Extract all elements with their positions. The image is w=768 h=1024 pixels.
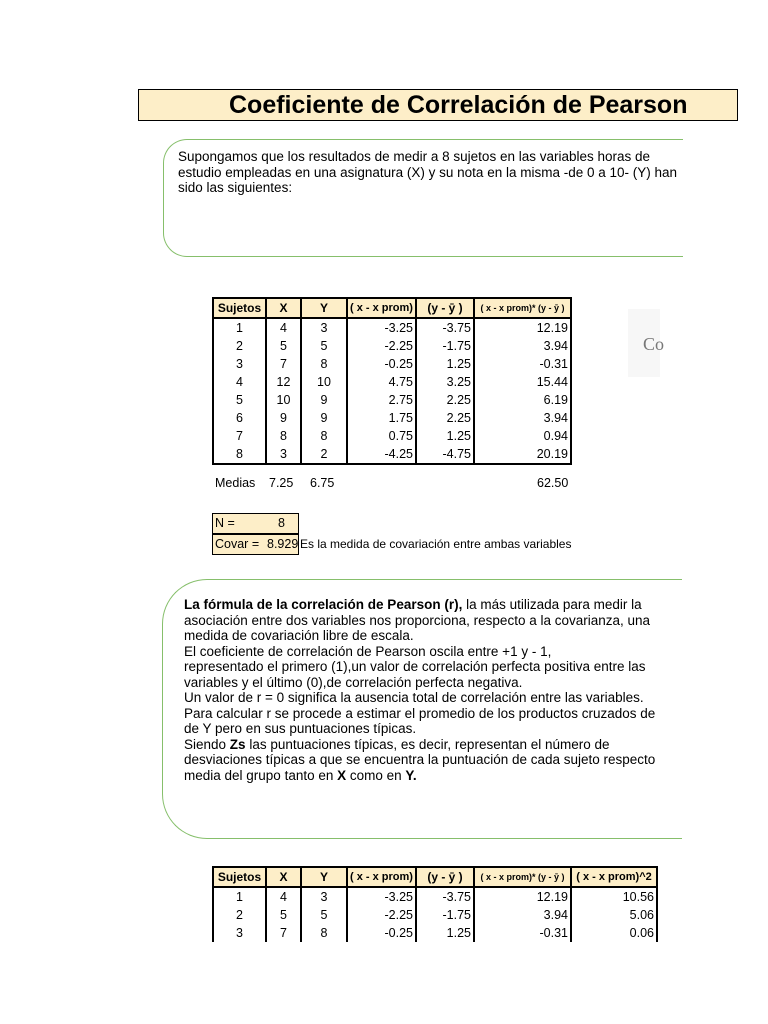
table-cell[interactable]: 7: [266, 355, 301, 373]
table-cell[interactable]: 3: [301, 887, 347, 906]
col-header-x-dev: ( x - x prom): [347, 867, 416, 887]
medias-label: Medias: [215, 476, 256, 490]
table-cell[interactable]: -2.25: [347, 337, 416, 355]
table-cell[interactable]: 2.75: [347, 391, 416, 409]
table-cell[interactable]: 3: [213, 924, 266, 942]
sum-product: 62.50: [537, 476, 569, 490]
pearson-line: medida de covariación libre de escala.: [184, 628, 414, 643]
table-cell[interactable]: 20.19: [474, 445, 571, 464]
table-cell[interactable]: 5: [266, 906, 301, 924]
table-cell[interactable]: -0.25: [347, 355, 416, 373]
col-header-x-dev: ( x - x prom): [347, 298, 416, 318]
table-cell[interactable]: -0.25: [347, 924, 416, 942]
table-cell[interactable]: 8: [213, 445, 266, 464]
pearson-line: variables y el último (0),de correlación perfecta negativa.: [184, 674, 523, 690]
intro-text: [178, 149, 677, 196]
table-cell[interactable]: 3: [213, 355, 266, 373]
x-term: X: [337, 767, 347, 783]
table-cell[interactable]: 3.94: [474, 409, 571, 427]
table-cell[interactable]: 3: [301, 318, 347, 337]
table-cell[interactable]: 6: [213, 409, 266, 427]
table-row: [213, 355, 571, 373]
media-text: media del grupo tanto en: [184, 767, 338, 783]
table-cell[interactable]: -3.75: [416, 318, 474, 337]
table-cell[interactable]: 3.94: [474, 906, 571, 924]
col-header-x: X: [266, 298, 301, 318]
intro-line: Supongamos que los resultados de medir a 8 sujetos en las variables horas de: [178, 149, 651, 164]
pearson-line: [184, 768, 655, 784]
table-cell[interactable]: 1: [213, 887, 266, 906]
table-cell[interactable]: 9: [266, 409, 301, 427]
table-cell[interactable]: 4: [266, 887, 301, 906]
table-row: [213, 887, 657, 906]
table-cell[interactable]: -3.75: [416, 887, 474, 906]
data-table-2: [212, 866, 658, 942]
col-header-product: ( x - x prom)* (y - ȳ ): [474, 867, 571, 887]
table-cell[interactable]: -1.75: [416, 906, 474, 924]
table-cell[interactable]: 5.06: [571, 906, 657, 924]
col-header-x: X: [266, 867, 301, 887]
table-cell[interactable]: 1: [213, 318, 266, 337]
table-row: [213, 445, 571, 464]
title-cell[interactable]: [138, 89, 738, 121]
side-panel-text: Co: [643, 334, 665, 354]
table-cell[interactable]: 6.19: [474, 391, 571, 409]
table-cell[interactable]: 4: [266, 318, 301, 337]
table-cell[interactable]: 12.19: [474, 318, 571, 337]
table-cell[interactable]: 8: [301, 924, 347, 942]
table-cell[interactable]: 8: [266, 427, 301, 445]
intro-line: sido las siguientes:: [178, 180, 293, 195]
table-row: [213, 427, 571, 445]
table-row: [213, 924, 657, 942]
pearson-line: Para calcular r se procede a estimar el promedio de los productos cruzados de: [184, 705, 656, 721]
y-term: Y.: [405, 767, 417, 783]
intro-line: estudio empleadas en una asignatura (X) y su nota en la misma -de 0 a 10- (Y) han: [178, 164, 678, 180]
table-cell[interactable]: -3.25: [347, 887, 416, 906]
pearson-lead-rest: la más utilizada para medir la: [462, 597, 642, 612]
covar-value: 8.929: [267, 537, 299, 551]
table-cell[interactable]: -2.25: [347, 906, 416, 924]
table-cell[interactable]: 4: [213, 373, 266, 391]
table-cell[interactable]: 2: [213, 906, 266, 924]
table-row: [213, 906, 657, 924]
col-header-product: ( x - x prom)* (y - ȳ ): [474, 298, 571, 318]
table-row: [213, 318, 571, 337]
covar-cell[interactable]: [212, 534, 299, 555]
table-cell[interactable]: 5: [301, 906, 347, 924]
pearson-bold-lead: La fórmula de la correlación de Pearson (r),: [184, 597, 463, 612]
table-cell[interactable]: 10.56: [571, 887, 657, 906]
table-cell[interactable]: 2.25: [416, 409, 474, 427]
table-row: [213, 391, 571, 409]
table-cell[interactable]: -1.75: [416, 337, 474, 355]
table-cell[interactable]: 3: [266, 445, 301, 464]
zs-term: Zs: [229, 736, 246, 752]
col-header-sujetos: Sujetos: [213, 298, 266, 318]
pearson-line: El coeficiente de correlación de Pearson oscila entre +1 y - 1,: [184, 643, 552, 659]
pearson-text: [184, 597, 655, 783]
table-cell[interactable]: 5: [266, 337, 301, 355]
table-cell[interactable]: 1.25: [416, 355, 474, 373]
table-cell[interactable]: 15.44: [474, 373, 571, 391]
col-header-x-dev-squared: ( x - x prom)^2: [571, 867, 657, 887]
media-text-2: como en: [346, 767, 406, 783]
table-cell[interactable]: 9: [301, 409, 347, 427]
pearson-line: [184, 597, 655, 613]
table-cell[interactable]: 10: [301, 373, 347, 391]
col-header-y-dev: (y - ȳ ): [416, 298, 474, 318]
col-header-y-dev: (y - ȳ ): [416, 867, 474, 887]
table-cell[interactable]: 7: [213, 427, 266, 445]
col-header-y: Y: [301, 867, 347, 887]
pearson-line: Un valor de r = 0 significa la ausencia total de correlación entre las variables.: [184, 690, 644, 705]
siendo-rest: las puntuaciones típicas, es decir, representan el número de: [245, 736, 610, 752]
table-cell[interactable]: 3.25: [416, 373, 474, 391]
covar-label: Covar =: [215, 537, 260, 551]
pearson-line: desviaciones típicas a que se encuentra la puntuación de cada sujeto respecto: [184, 752, 656, 767]
pearson-line: representado el primero (1),un valor de correlación perfecta positiva entre las: [184, 659, 646, 674]
pearson-line: de Y pero en sus puntuaciones típicas.: [184, 721, 417, 736]
table-cell[interactable]: -0.31: [474, 355, 571, 373]
siendo-text: Siendo: [184, 736, 230, 752]
covar-note: Es la medida de covariación entre ambas variables: [300, 537, 572, 551]
table-cell[interactable]: 1.25: [416, 924, 474, 942]
table-cell[interactable]: 8: [301, 355, 347, 373]
pearson-line: [184, 737, 655, 753]
table-cell[interactable]: 12: [266, 373, 301, 391]
table-cell[interactable]: 2.25: [416, 391, 474, 409]
table-cell[interactable]: 1.75: [347, 409, 416, 427]
n-label: N =: [215, 516, 235, 530]
table-cell[interactable]: -4.75: [416, 445, 474, 464]
table-cell[interactable]: 5: [213, 391, 266, 409]
table-cell[interactable]: -3.25: [347, 318, 416, 337]
table-cell[interactable]: 0.75: [347, 427, 416, 445]
table-cell[interactable]: 5: [301, 337, 347, 355]
n-value: 8: [278, 516, 285, 530]
n-cell[interactable]: [212, 513, 299, 534]
medias-y: 6.75: [310, 476, 335, 490]
table-cell[interactable]: 0.94: [474, 427, 571, 445]
table-cell[interactable]: 7: [266, 924, 301, 942]
col-header-sujetos: Sujetos: [213, 867, 266, 887]
table-cell[interactable]: 9: [301, 391, 347, 409]
table-cell[interactable]: 10: [266, 391, 301, 409]
table-row: [213, 337, 571, 355]
table-cell[interactable]: 0.06: [571, 924, 657, 942]
table-cell[interactable]: 3.94: [474, 337, 571, 355]
table-cell[interactable]: 8: [301, 427, 347, 445]
table-cell[interactable]: 1.25: [416, 427, 474, 445]
data-table: [212, 297, 572, 465]
medias-x: 7.25: [269, 476, 294, 490]
table-row: [213, 373, 571, 391]
table-cell[interactable]: 2: [213, 337, 266, 355]
table-row: [213, 409, 571, 427]
table-cell[interactable]: 2: [301, 445, 347, 464]
table-cell[interactable]: 4.75: [347, 373, 416, 391]
table-cell[interactable]: -0.31: [474, 924, 571, 942]
table-cell[interactable]: -4.25: [347, 445, 416, 464]
page-title: Coeficiente de Correlación de Pearson: [229, 91, 688, 119]
table-cell[interactable]: 12.19: [474, 887, 571, 906]
col-header-y: Y: [301, 298, 347, 318]
pearson-line: asociación entre dos variables nos proporciona, respecto a la covarianza, una: [184, 612, 651, 628]
